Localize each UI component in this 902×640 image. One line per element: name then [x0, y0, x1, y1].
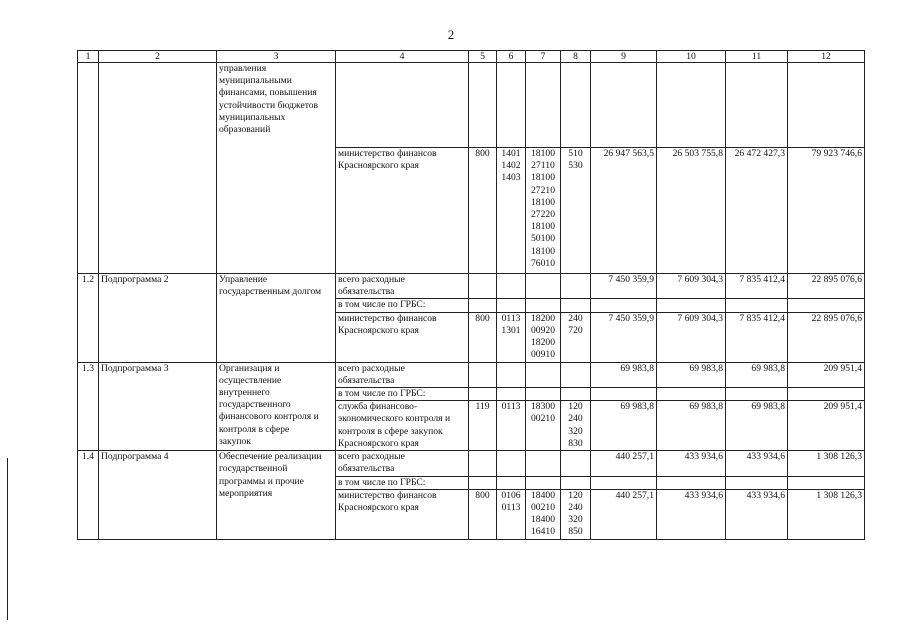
cell-grbs: министерство финансов Красноярского края	[336, 489, 469, 539]
cell-code-7	[526, 451, 561, 476]
cell-code-5	[469, 274, 497, 299]
cell-program-name: Организация и осуществление внутреннего государственного финансового контроля и контроля в сфере закупок	[217, 362, 336, 451]
cell-value-9: 69 983,8	[591, 401, 657, 451]
margin-line	[7, 458, 8, 620]
cell-code-8	[561, 274, 591, 299]
cell-status	[99, 63, 217, 274]
cell-code-5	[469, 476, 497, 489]
cell-grbs: всего расходные обязательства	[336, 362, 469, 387]
cell-grbs: в том числе по ГРБС:	[336, 476, 469, 489]
cell-code-7: 18200 00920 18200 00910	[526, 312, 561, 362]
cell-code-7	[526, 362, 561, 387]
cell-value-9: 440 257,1	[591, 451, 657, 476]
cell-value-11	[726, 388, 788, 401]
cell-num: 1.3	[78, 362, 99, 451]
header-cell: 1	[78, 51, 99, 63]
header-cell: 9	[591, 51, 657, 63]
cell-code-7: 18100 27110 18100 27210 18100 27220 18100 50100 18100 76010	[526, 148, 561, 274]
cell-grbs: в том числе по ГРБС:	[336, 299, 469, 312]
header-cell: 5	[469, 51, 497, 63]
cell-status: Подпрограмма 2	[99, 274, 217, 363]
header-cell: 10	[657, 51, 726, 63]
cell-value-11: 7 835 412,4	[726, 312, 788, 362]
cell-value-12	[788, 476, 865, 489]
table-row	[78, 362, 865, 387]
cell-value-9: 69 983,8	[591, 362, 657, 387]
cell-code-7: 18300 00210	[526, 401, 561, 451]
header-cell: 12	[788, 51, 865, 63]
cell-grbs: служба финансово- экономического контроля и контроля в сфере закупок Красноярского края	[336, 401, 469, 451]
cell-grbs: министерство финансов Красноярского края	[336, 148, 469, 274]
cell-num	[78, 63, 99, 274]
cell-code-8	[561, 388, 591, 401]
cell-program-name: управления муниципальными финансами, повышения устойчивости бюджетов муниципальных образований	[217, 63, 336, 148]
header-cell: 11	[726, 51, 788, 63]
cell-code-6	[497, 451, 526, 476]
cell-code-5	[469, 388, 497, 401]
cell-code-8	[561, 476, 591, 489]
cell-code-5	[469, 63, 497, 148]
cell-num: 1.2	[78, 274, 99, 363]
cell-value-9	[591, 476, 657, 489]
cell-value-11	[726, 476, 788, 489]
cell-value-12: 1 308 126,3	[788, 451, 865, 476]
cell-value-10: 26 503 755,8	[657, 148, 726, 274]
cell-grbs	[336, 63, 469, 148]
cell-value-12: 22 895 076,6	[788, 274, 865, 299]
cell-value-11: 7 835 412,4	[726, 274, 788, 299]
cell-code-6: 0113	[497, 401, 526, 451]
cell-code-7: 18400 00210 18400 16410	[526, 489, 561, 539]
cell-code-6: 1401 1402 1403	[497, 148, 526, 274]
cell-value-12: 22 895 076,6	[788, 312, 865, 362]
cell-program-name: Управление государственным долгом	[217, 274, 336, 363]
cell-code-5: 800	[469, 312, 497, 362]
cell-value-10	[657, 63, 726, 148]
cell-code-8: 240 720	[561, 312, 591, 362]
cell-code-6	[497, 63, 526, 148]
cell-value-9: 7 450 359,9	[591, 312, 657, 362]
table-row	[78, 274, 865, 299]
cell-code-8: 510 530	[561, 148, 591, 274]
cell-value-12	[788, 299, 865, 312]
cell-grbs: в том числе по ГРБС:	[336, 388, 469, 401]
cell-value-10: 7 609 304,3	[657, 274, 726, 299]
header-cell: 3	[217, 51, 336, 63]
cell-num: 1.4	[78, 451, 99, 540]
cell-code-5	[469, 451, 497, 476]
header-row	[78, 51, 865, 63]
program-budget-table	[77, 50, 865, 540]
cell-value-11: 26 472 427,3	[726, 148, 788, 274]
table-row	[78, 451, 865, 476]
header-cell: 6	[497, 51, 526, 63]
cell-value-11	[726, 299, 788, 312]
cell-code-6: 0113 1301	[497, 312, 526, 362]
cell-value-9	[591, 388, 657, 401]
cell-value-10: 7 609 304,3	[657, 312, 726, 362]
cell-value-9: 26 947 563,5	[591, 148, 657, 274]
cell-program-name: Обеспечение реализации государственной программы и прочие мероприятия	[217, 451, 336, 540]
cell-value-11: 69 983,8	[726, 362, 788, 387]
cell-value-10	[657, 476, 726, 489]
cell-code-5: 119	[469, 401, 497, 451]
cell-value-12: 79 923 746,6	[788, 148, 865, 274]
cell-code-5	[469, 299, 497, 312]
cell-value-11: 69 983,8	[726, 401, 788, 451]
cell-code-6	[497, 476, 526, 489]
cell-value-12: 209 951,4	[788, 401, 865, 451]
cell-value-9: 7 450 359,9	[591, 274, 657, 299]
cell-grbs: министерство финансов Красноярского края	[336, 312, 469, 362]
header-cell: 4	[336, 51, 469, 63]
cell-code-8	[561, 299, 591, 312]
cell-code-7	[526, 299, 561, 312]
cell-code-8	[561, 63, 591, 148]
header-cell: 7	[526, 51, 561, 63]
cell-value-12: 209 951,4	[788, 362, 865, 387]
cell-program-name	[217, 148, 336, 274]
cell-code-7	[526, 274, 561, 299]
cell-value-9	[591, 63, 657, 148]
cell-code-8	[561, 362, 591, 387]
cell-code-8	[561, 451, 591, 476]
cell-value-10: 69 983,8	[657, 401, 726, 451]
cell-value-12	[788, 63, 865, 148]
cell-value-9: 440 257,1	[591, 489, 657, 539]
cell-value-10	[657, 299, 726, 312]
cell-value-10: 433 934,6	[657, 489, 726, 539]
cell-value-11	[726, 63, 788, 148]
cell-code-5: 800	[469, 148, 497, 274]
cell-code-7	[526, 476, 561, 489]
cell-value-10: 433 934,6	[657, 451, 726, 476]
cell-code-5: 800	[469, 489, 497, 539]
cell-value-11: 433 934,6	[726, 489, 788, 539]
table-row	[78, 63, 865, 148]
cell-code-6: 0106 0113	[497, 489, 526, 539]
cell-value-9	[591, 299, 657, 312]
cell-code-8: 120 240 320 830	[561, 401, 591, 451]
cell-code-7	[526, 63, 561, 148]
header-cell: 8	[561, 51, 591, 63]
cell-value-10: 69 983,8	[657, 362, 726, 387]
cell-value-12	[788, 388, 865, 401]
cell-grbs: всего расходные обязательства	[336, 274, 469, 299]
cell-code-6	[497, 274, 526, 299]
cell-code-6	[497, 388, 526, 401]
cell-value-10	[657, 388, 726, 401]
page-number: 2	[447, 27, 455, 42]
cell-status: Подпрограмма 4	[99, 451, 217, 540]
cell-code-6	[497, 362, 526, 387]
cell-code-5	[469, 362, 497, 387]
cell-code-7	[526, 388, 561, 401]
cell-grbs: всего расходные обязательства	[336, 451, 469, 476]
cell-code-6	[497, 299, 526, 312]
cell-value-12: 1 308 126,3	[788, 489, 865, 539]
cell-code-8: 120 240 320 850	[561, 489, 591, 539]
header-cell: 2	[99, 51, 217, 63]
cell-value-11: 433 934,6	[726, 451, 788, 476]
cell-status: Подпрограмма 3	[99, 362, 217, 451]
